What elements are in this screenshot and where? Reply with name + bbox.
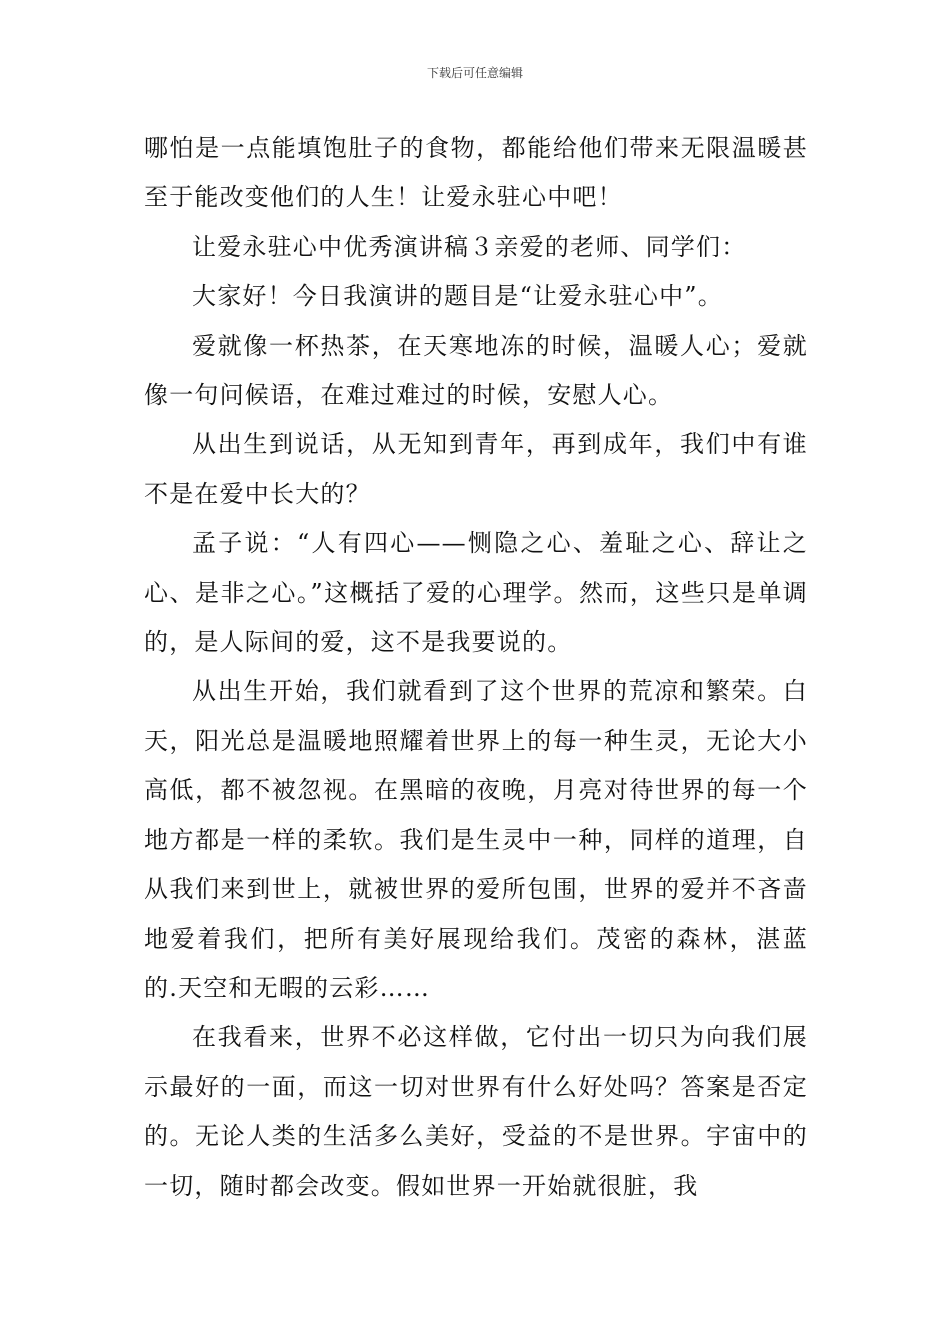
paragraph: 爱就像一杯热茶，在天寒地冻的时候，温暖人心；爱就像一句问候语，在难过难过的时候，安慰人心。 xyxy=(144,331,808,410)
paragraph-continuation: 哪怕是一点能填饱肚子的食物，都能给他们带来无限温暖甚至于能改变他们的人生！让爱永驻心中吧！ xyxy=(144,134,808,212)
page-header-note: 下载后可任意编辑 xyxy=(426,66,523,80)
paragraph: 在我看来，世界不必这样做，它付出一切只为向我们展示最好的一面，而这一切对世界有什么好处吗？答案是否定的。无论人类的生活多么美好，受益的不是世界。宇宙中的一切，随时都会改变。假如世界一开始就很脏，我 xyxy=(144,1023,808,1200)
paragraph-greeting: 大家好！今日我演讲的题目是“让爱永驻心中”。 xyxy=(192,282,723,311)
paragraph: 孟子说：“人有四心——恻隐之心、羞耻之心、辞让之心、是非之心。”这概括了爱的心理学。然而，这些只是单调的，是人际间的爱，这不是我要说的。 xyxy=(144,529,808,657)
paragraph: 从出生到说话，从无知到青年，再到成年，我们中有谁不是在爱中长大的？ xyxy=(144,430,808,508)
document-body xyxy=(144,124,808,1211)
paragraph: 从出生开始，我们就看到了这个世界的荒凉和繁荣。白天，阳光总是温暖地照耀着世界上的每一种生灵，无论大小高低，都不被忽视。在黑暗的夜晚，月亮对待世界的每一个地方都是一样的柔软。我们是生灵中一种，同样的道理，自从我们来到世上，就被世界的爱所包围，世界的爱并不吝啬地爱着我们，把所有美好展现给我们。茂密的森林，湛蓝的.天空和无暇的云彩…… xyxy=(144,677,808,1002)
paragraph-speech-title: 让爱永驻心中优秀演讲稿３亲爱的老师、同学们： xyxy=(192,232,747,261)
